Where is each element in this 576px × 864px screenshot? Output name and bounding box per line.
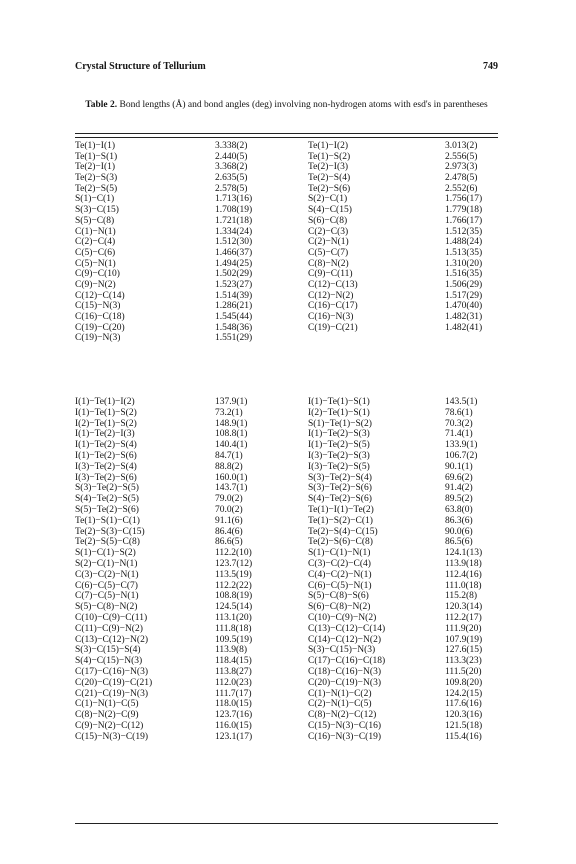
bond-value: 124.1(13) <box>445 548 483 559</box>
bond-value: 1.513(35) <box>445 247 483 258</box>
bond-value: 106.7(2) <box>445 450 478 461</box>
bond-label: C(2)−N(1) <box>308 237 349 248</box>
bond-value: 86.6(5) <box>215 537 243 548</box>
bond-value: 89.5(2) <box>445 494 473 505</box>
bond-label: S(4)−C(15)−N(3) <box>75 656 143 667</box>
bond-value: 140.4(1) <box>215 440 248 451</box>
bond-label: C(2)−N(1)−C(5) <box>308 699 372 710</box>
bond-value: 70.3(2) <box>445 418 473 429</box>
bond-value: 112.2(22) <box>215 580 252 591</box>
bond-label: S(3)−C(15) <box>75 205 119 216</box>
bond-label: Te(1)−S(2) <box>308 151 351 162</box>
bond-value: 120.3(16) <box>445 710 483 721</box>
bond-value: 3.368(2) <box>215 162 248 173</box>
bond-label: C(9)−C(11) <box>308 269 353 280</box>
bond-label: C(3)−C(2)−N(1) <box>75 569 139 580</box>
bond-label: I(1)−Te(1)−S(1) <box>308 397 370 407</box>
bond-label: S(1)−C(1)−S(2) <box>75 548 136 559</box>
page-number: 749 <box>483 61 498 72</box>
bond-length-row <box>75 259 498 270</box>
bond-value: 91.1(6) <box>215 515 243 526</box>
bond-value: 86.3(6) <box>445 515 473 526</box>
bond-value: 118.4(15) <box>215 656 252 667</box>
table-caption <box>75 99 498 112</box>
bond-label: C(16)−N(3) <box>308 312 354 322</box>
bond-label: C(10)−C(9)−N(2) <box>308 612 377 623</box>
bond-value: 86.4(6) <box>215 526 243 537</box>
bond-value: 111.0(18) <box>445 580 482 591</box>
bond-angle-row <box>75 581 498 592</box>
bond-angle-row <box>75 494 498 505</box>
bond-length-row <box>75 173 498 184</box>
bond-value: 112.4(16) <box>445 569 482 580</box>
bond-value: 1.286(21) <box>215 301 253 312</box>
bond-angle-row <box>75 537 498 548</box>
bond-label: Te(1)−I(2) <box>308 141 349 151</box>
bond-length-row <box>75 184 498 195</box>
bond-angle-row <box>75 516 498 527</box>
bond-label: S(1)−Te(1)−S(2) <box>308 418 372 429</box>
bond-label: Te(1)−I(1) <box>75 141 116 151</box>
table-bottom-rule <box>75 823 498 824</box>
bond-value: 112.2(17) <box>445 612 482 623</box>
bond-label: C(16)−C(17) <box>308 301 358 312</box>
bond-label: Te(2)−S(4)−C(15) <box>308 526 378 537</box>
bond-label: C(9)−N(2)−C(12) <box>75 720 144 731</box>
bond-value: 84.7(1) <box>215 450 243 461</box>
bond-value: 112.0(23) <box>215 677 252 688</box>
bond-value: 90.1(1) <box>445 461 473 472</box>
bond-value: 1.517(29) <box>445 290 483 301</box>
bond-value: 1.494(25) <box>215 258 253 269</box>
bond-label: C(9)−C(10) <box>75 269 120 280</box>
bond-value: 71.4(1) <box>445 429 473 440</box>
bond-value: 79.0(2) <box>215 494 243 505</box>
bond-value: 107.9(19) <box>445 634 483 645</box>
bond-label: C(15)−N(3) <box>75 301 121 312</box>
bond-value: 73.2(1) <box>215 407 243 418</box>
bond-angle-row <box>75 397 498 408</box>
bond-value: 1.502(29) <box>215 269 253 280</box>
bond-value: 113.3(23) <box>445 656 482 667</box>
bond-label: Te(2)−S(5)−C(8) <box>75 537 140 548</box>
bond-value: 133.9(1) <box>445 440 478 451</box>
bond-value: 109.8(20) <box>445 677 483 688</box>
bond-label: C(1)−N(1)−C(2) <box>308 688 372 699</box>
bond-value: 2.440(5) <box>215 151 248 162</box>
bond-label: C(5)−C(6) <box>75 247 116 258</box>
bond-label: Te(2)−S(3)−C(15) <box>75 526 145 537</box>
bond-angle-row <box>75 462 498 473</box>
bond-value: 108.8(1) <box>215 429 248 440</box>
bond-label: C(19)−N(3) <box>75 333 121 344</box>
bond-value: 2.635(5) <box>215 173 248 184</box>
bond-value: 1.506(29) <box>445 279 483 290</box>
bond-value: 148.9(1) <box>215 418 248 429</box>
bond-length-row <box>75 280 498 291</box>
bond-label: C(13)−C(12)−N(2) <box>75 634 148 645</box>
bond-value: 123.7(12) <box>215 558 253 569</box>
bond-label: C(7)−C(5)−N(1) <box>75 591 139 602</box>
bond-angle-row <box>75 570 498 581</box>
bond-label: Te(1)−S(1) <box>75 151 118 162</box>
bond-angle-row <box>75 645 498 656</box>
bond-label: S(4)−Te(2)−S(6) <box>308 494 372 505</box>
bond-label: C(11)−C(9)−N(2) <box>75 623 143 634</box>
bond-label: S(1)−C(1)−N(1) <box>308 548 371 559</box>
bond-label: I(1)−Te(2)−S(6) <box>75 450 137 461</box>
bond-value: 1.545(44) <box>215 312 253 322</box>
bond-label: I(1)−Te(1)−I(2) <box>75 397 135 407</box>
bond-angle-row <box>75 678 498 689</box>
bond-value: 1.470(40) <box>445 301 483 312</box>
bond-label: S(3)−Te(2)−S(4) <box>308 472 372 483</box>
bond-value: 113.8(27) <box>215 666 252 677</box>
bond-label: C(8)−N(2)−C(12) <box>308 710 377 721</box>
bond-value: 124.2(15) <box>445 688 483 699</box>
bond-value: 1.766(17) <box>445 215 483 226</box>
bond-label: C(15)−N(3)−C(16) <box>308 720 381 731</box>
bond-label: S(3)−Te(2)−S(5) <box>75 483 139 494</box>
running-title: Crystal Structure of Tellurium <box>75 61 206 72</box>
bond-value: 2.556(5) <box>445 151 478 162</box>
bond-value: 137.9(1) <box>215 397 248 407</box>
bond-value: 118.0(15) <box>215 699 252 710</box>
bond-value: 111.9(20) <box>445 623 482 634</box>
bond-angle-row <box>75 483 498 494</box>
bond-length-row <box>75 162 498 173</box>
bond-value: 113.1(20) <box>215 612 252 623</box>
bond-value: 1.721(18) <box>215 215 253 226</box>
bond-value: 2.552(6) <box>445 183 478 194</box>
bond-angle-row <box>75 699 498 710</box>
bond-label: Te(1)−I(1)−Te(2) <box>308 504 374 515</box>
bond-value: 3.013(2) <box>445 141 478 151</box>
bond-label: C(12)−C(13) <box>308 279 358 290</box>
bond-label: C(20)−C(19)−C(21) <box>75 677 153 688</box>
bond-length-row <box>75 269 498 280</box>
bond-length-row <box>75 227 498 238</box>
bond-value: 1.512(30) <box>215 237 253 248</box>
table-label: Table 2. <box>85 100 118 110</box>
bond-value: 1.548(36) <box>215 322 253 333</box>
bond-length-row <box>75 323 498 334</box>
bond-angle-row <box>75 527 498 538</box>
bond-value: 1.551(29) <box>215 333 253 344</box>
bond-value: 3.338(2) <box>215 141 248 151</box>
bond-angle-row <box>75 473 498 484</box>
bond-label: I(1)−Te(2)−I(3) <box>75 429 135 440</box>
bond-label: Te(2)−I(1) <box>75 162 116 173</box>
bond-angle-row <box>75 667 498 678</box>
bond-value: 1.713(16) <box>215 194 253 205</box>
bond-label: S(3)−Te(2)−S(6) <box>308 483 372 494</box>
bond-label: S(3)−C(15)−N(3) <box>308 645 376 656</box>
bond-label: C(21)−C(19)−N(3) <box>75 688 148 699</box>
bond-value: 1.512(35) <box>445 226 483 237</box>
bond-angle-row <box>75 440 498 451</box>
bond-label: C(5)−C(7) <box>308 247 349 258</box>
bond-label: C(18)−C(16)−N(3) <box>308 666 381 677</box>
bond-label: C(16)−C(18) <box>75 312 125 322</box>
bond-angles-block <box>75 397 498 743</box>
bond-value: 1.523(27) <box>215 279 253 290</box>
bond-label: C(9)−N(2) <box>75 279 116 290</box>
bond-label: I(3)−Te(2)−S(3) <box>308 450 370 461</box>
bond-value: 78.6(1) <box>445 407 473 418</box>
bond-angle-row <box>75 505 498 516</box>
bond-value: 1.310(20) <box>445 258 483 269</box>
bond-label: S(5)−C(8)−N(2) <box>75 602 138 613</box>
bond-value: 1.708(19) <box>215 205 253 216</box>
table-caption-text: Bond lengths (Å) and bond angles (deg) involving non-hydrogen atoms with esd's in parentheses <box>119 100 488 110</box>
bond-value: 117.6(16) <box>445 699 482 710</box>
bond-angle-row <box>75 591 498 602</box>
bond-value: 111.5(20) <box>445 666 482 677</box>
bond-value: 2.478(5) <box>445 173 478 184</box>
bond-length-row <box>75 152 498 163</box>
bond-label: I(1)−Te(2)−S(4) <box>75 440 137 451</box>
bond-label: Te(2)−S(3) <box>75 173 118 184</box>
bond-value: 2.973(3) <box>445 162 478 173</box>
bond-label: Te(2)−S(4) <box>308 173 351 184</box>
bond-value: 1.516(35) <box>445 269 483 280</box>
bond-value: 115.2(8) <box>445 591 478 602</box>
bond-value: 69.6(2) <box>445 472 473 483</box>
bond-length-row <box>75 291 498 302</box>
bond-label: I(2)−Te(1)−S(2) <box>75 418 137 429</box>
bond-value: 111.8(18) <box>215 623 252 634</box>
bond-label: Te(2)−I(3) <box>308 162 349 173</box>
bond-label: C(1)−N(1) <box>75 226 116 237</box>
bond-value: 143.7(1) <box>215 483 248 494</box>
bond-value: 63.8(0) <box>445 504 473 515</box>
bond-value: 111.7(17) <box>215 688 252 699</box>
bond-value: 115.4(16) <box>445 731 482 742</box>
bond-label: S(5)−C(8)−S(6) <box>308 591 369 602</box>
bond-angle-row <box>75 721 498 732</box>
bond-label: C(2)−C(3) <box>308 226 349 237</box>
bond-value: 91.4(2) <box>445 483 473 494</box>
bond-value: 86.5(6) <box>445 537 473 548</box>
bond-label: C(6)−C(5)−N(1) <box>308 580 372 591</box>
table-top-rule-inner <box>75 137 498 138</box>
bond-length-row <box>75 205 498 216</box>
bond-label: I(1)−Te(2)−S(3) <box>308 429 370 440</box>
bond-value: 88.8(2) <box>215 461 243 472</box>
bond-value: 109.5(19) <box>215 634 253 645</box>
bond-value: 113.9(8) <box>215 645 248 656</box>
bond-angle-row <box>75 613 498 624</box>
bond-value: 1.482(41) <box>445 322 483 333</box>
bond-value: 1.514(39) <box>215 290 253 301</box>
bond-length-row <box>75 141 498 152</box>
bond-value: 1.482(31) <box>445 312 483 322</box>
bond-label: S(6)−C(8) <box>308 215 348 226</box>
bond-value: 113.9(18) <box>445 558 482 569</box>
bond-length-row <box>75 301 498 312</box>
bond-value: 116.0(15) <box>215 720 252 731</box>
bond-value: 1.488(24) <box>445 237 483 248</box>
bond-angle-row <box>75 656 498 667</box>
bond-length-row <box>75 333 498 344</box>
bond-angle-row <box>75 548 498 559</box>
bond-label: C(5)−N(1) <box>75 258 116 269</box>
bond-label: C(10)−C(9)−C(11) <box>75 612 148 623</box>
bond-angle-row <box>75 624 498 635</box>
bond-label: Te(2)−S(5) <box>75 183 118 194</box>
bond-lengths-block <box>75 141 498 344</box>
bond-value: 90.0(6) <box>445 526 473 537</box>
bond-label: S(4)−Te(2)−S(5) <box>75 494 139 505</box>
bond-value: 160.0(1) <box>215 472 248 483</box>
bond-label: I(1)−Te(2)−S(5) <box>308 440 370 451</box>
bond-label: C(13)−C(12)−C(14) <box>308 623 386 634</box>
bond-value: 123.1(17) <box>215 731 253 742</box>
bond-label: C(20)−C(19)−N(3) <box>308 677 381 688</box>
bond-label: S(5)−Te(2)−S(6) <box>75 504 139 515</box>
bond-label: C(16)−N(3)−C(19) <box>308 731 381 742</box>
bond-angle-row <box>75 689 498 700</box>
bond-length-row <box>75 237 498 248</box>
bond-label: S(5)−C(8) <box>75 215 115 226</box>
bond-length-row <box>75 312 498 323</box>
bond-angle-row <box>75 408 498 419</box>
bond-label: C(1)−N(1)−C(5) <box>75 699 139 710</box>
bond-angle-row <box>75 419 498 430</box>
bond-label: S(2)−C(1)−N(1) <box>75 558 138 569</box>
bond-label: C(17)−C(16)−C(18) <box>308 656 386 667</box>
bond-label: C(19)−C(21) <box>308 322 358 333</box>
bond-value: 108.8(19) <box>215 591 253 602</box>
bond-value: 143.5(1) <box>445 397 478 407</box>
bond-label: S(1)−C(1) <box>75 194 115 205</box>
bond-label: C(8)−N(2) <box>308 258 349 269</box>
bond-value: 121.5(18) <box>445 720 483 731</box>
bond-value: 124.5(14) <box>215 602 253 613</box>
bond-label: Te(1)−S(2)−C(1) <box>308 515 373 526</box>
bond-angle-row <box>75 732 498 743</box>
bond-label: C(15)−N(3)−C(19) <box>75 731 148 742</box>
bond-angle-row <box>75 602 498 613</box>
bond-label: C(6)−C(5)−C(7) <box>75 580 138 591</box>
bond-length-row <box>75 194 498 205</box>
bond-label: Te(1)−S(1)−C(1) <box>75 515 140 526</box>
table-top-rule <box>75 133 498 134</box>
bond-label: I(1)−Te(1)−S(2) <box>75 407 137 418</box>
bond-value: 113.5(19) <box>215 569 252 580</box>
bond-label: C(17)−C(16)−N(3) <box>75 666 148 677</box>
bond-label: C(3)−C(2)−C(4) <box>308 558 371 569</box>
bond-value: 1.334(24) <box>215 226 253 237</box>
bond-value: 127.6(15) <box>445 645 483 656</box>
bond-label: Te(2)−S(6) <box>308 183 351 194</box>
bond-length-row <box>75 248 498 259</box>
bond-value: 2.578(5) <box>215 183 248 194</box>
bond-angle-row <box>75 635 498 646</box>
bond-label: I(3)−Te(2)−S(5) <box>308 461 370 472</box>
bond-label: I(3)−Te(2)−S(4) <box>75 461 137 472</box>
bond-label: C(19)−C(20) <box>75 322 125 333</box>
bond-label: C(2)−C(4) <box>75 237 116 248</box>
bond-label: C(14)−C(12)−N(2) <box>308 634 381 645</box>
bond-value: 120.3(14) <box>445 602 483 613</box>
bond-angle-row <box>75 710 498 721</box>
bond-value: 123.7(16) <box>215 710 253 721</box>
bond-label: C(12)−N(2) <box>308 290 354 301</box>
bond-angle-row <box>75 429 498 440</box>
bond-angle-row <box>75 451 498 462</box>
bond-label: S(4)−C(15) <box>308 205 352 216</box>
bond-label: C(4)−C(2)−N(1) <box>308 569 372 580</box>
bond-label: I(2)−Te(1)−S(1) <box>308 407 370 418</box>
bond-angle-row <box>75 559 498 570</box>
bond-label: S(3)−C(15)−S(4) <box>75 645 141 656</box>
bond-value: 1.466(37) <box>215 247 253 258</box>
bond-label: S(2)−C(1) <box>308 194 348 205</box>
bond-value: 1.756(17) <box>445 194 483 205</box>
bond-label: S(6)−C(8)−N(2) <box>308 602 371 613</box>
bond-label: I(3)−Te(2)−S(6) <box>75 472 137 483</box>
bond-label: C(12)−C(14) <box>75 290 125 301</box>
bond-value: 112.2(10) <box>215 548 252 559</box>
bond-label: Te(2)−S(6)−C(8) <box>308 537 373 548</box>
bond-value: 70.0(2) <box>215 504 243 515</box>
running-head <box>75 61 498 72</box>
bond-value: 1.779(18) <box>445 205 483 216</box>
bond-label: C(8)−N(2)−C(9) <box>75 710 139 721</box>
bond-length-row <box>75 216 498 227</box>
